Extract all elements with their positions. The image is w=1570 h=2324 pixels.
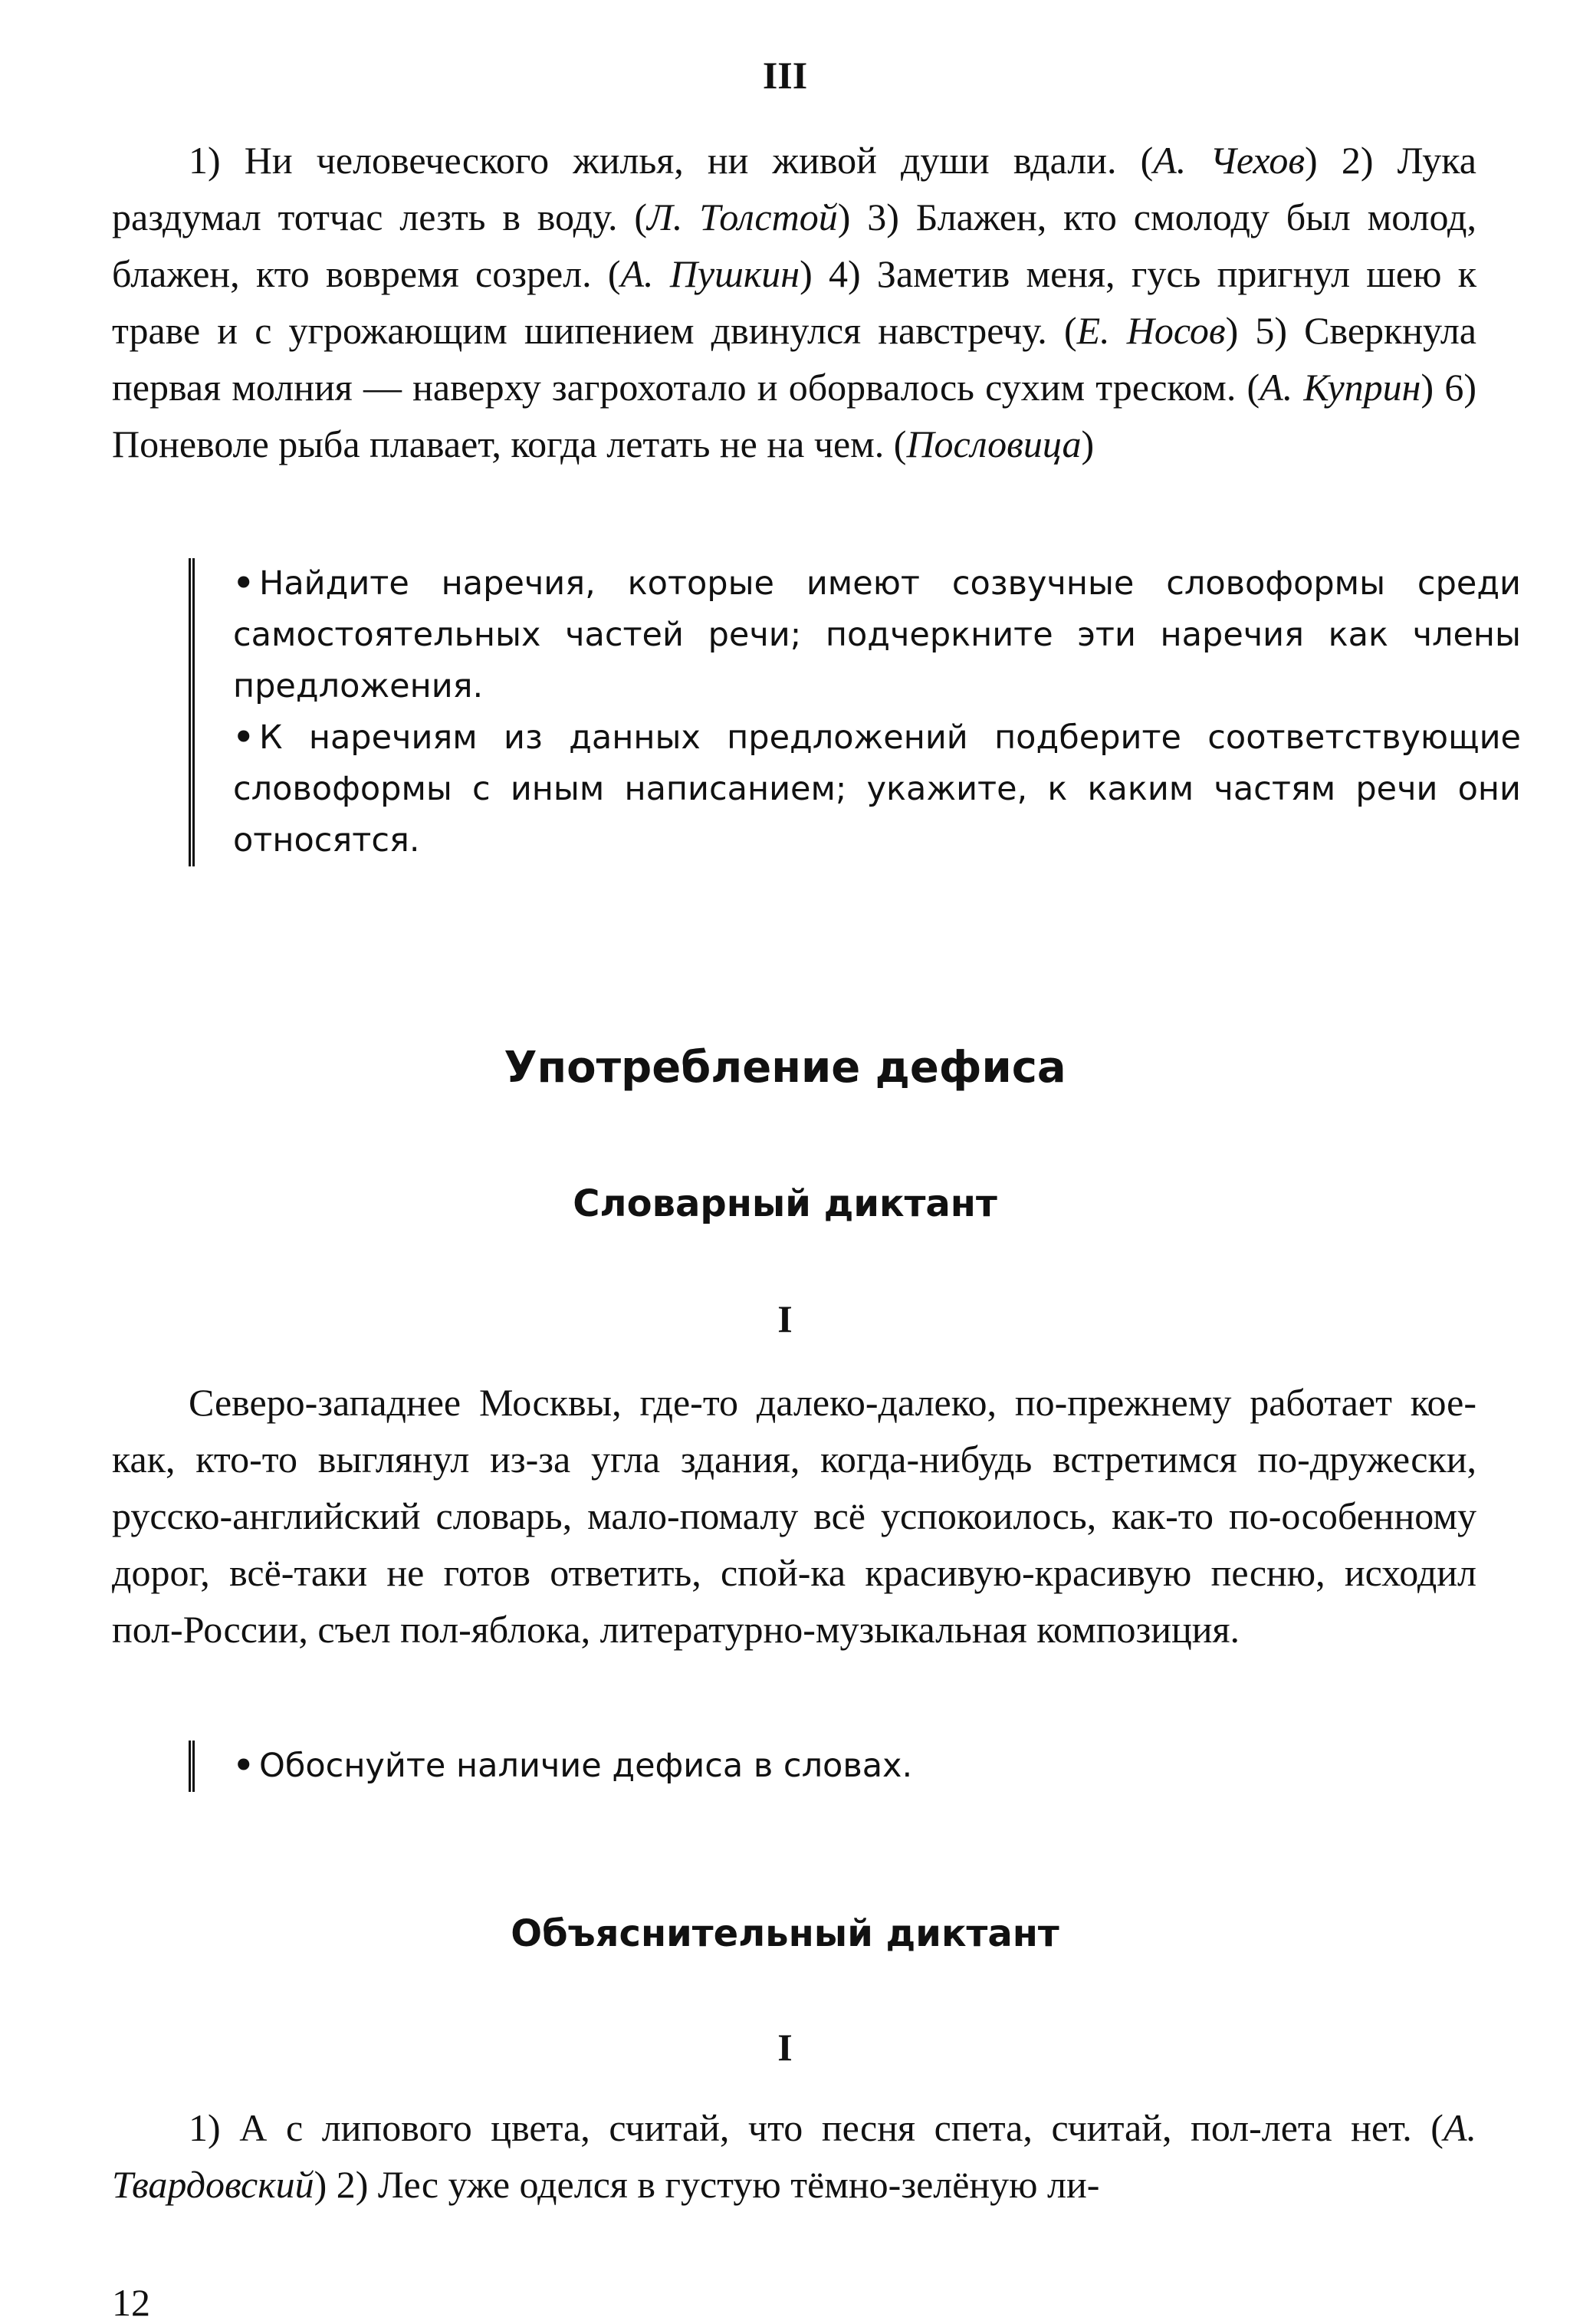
- task-item: • Найдите наречия, которые имеют созвучные словоформы среди самостоятельных частей речи; подчеркните эти наречия как члены предложения.: [233, 558, 1521, 712]
- exercise-text: [112, 132, 1476, 472]
- exercise-number: I: [777, 1297, 793, 1340]
- source-author: А. Пушкин: [620, 252, 800, 295]
- dictation-text: Северо-западнее Москвы, где-то далеко-далеко, по-прежнему работает кое-как, кто-то выглянул из-за угла здания, когда-нибудь встретимся по-дружески, русско-английский словарь, мало-помалу всё успокоилось, как-то по-особенному дорог, всё-таки не готов ответить, спой-ка красивую-красивую песню, исходил пол-России, съел пол-яблока, литературно-музыкальная композиция.: [112, 1381, 1476, 1651]
- source-author: Пословица: [906, 422, 1082, 465]
- text-fragment: ) 4) Заметив меня, гусь пригнул шею к траве и с угрожающим шипением двинулся навстречу. (: [112, 252, 1477, 352]
- source-author: Е. Носов: [1076, 309, 1226, 352]
- subsection-heading: Словарный диктант: [573, 1182, 997, 1225]
- explanatory-text: [112, 2099, 1476, 2213]
- source-author: А. Куприн: [1260, 366, 1421, 409]
- bullet-icon: •: [233, 1747, 255, 1785]
- exercise-text-block: [112, 132, 1476, 472]
- text-fragment: 1) А с липового цвета, считай, что песня спета, считай, пол-лета нет. (: [189, 2106, 1444, 2149]
- source-author: А. Твардовский: [112, 2106, 1476, 2206]
- bullet-icon: •: [233, 718, 255, 757]
- dictation-text-block: [112, 1374, 1476, 1658]
- text-fragment: ) 2) Лес уже оделся в густую тёмно-зелёную ли-: [314, 2163, 1100, 2206]
- task-box: [189, 1741, 1521, 1792]
- task-item: • К наречиям из данных предложений подберите соответствующие словоформы с иным написанием; укажите, к каким частям речи они относятся.: [233, 712, 1521, 866]
- text-fragment: ): [1081, 422, 1095, 465]
- text-fragment: ) 2) Лука раздумал тотчас лезть в воду. (: [112, 139, 1476, 238]
- bullet-icon: •: [233, 564, 255, 603]
- section-heading: Употребление дефиса: [504, 1043, 1066, 1093]
- text-fragment: ) 6) Поневоле рыба плавает, когда летать не на чем. (: [112, 366, 1476, 465]
- task-box: [189, 558, 1521, 866]
- subsection-heading: Объяснительный диктант: [511, 1912, 1059, 1955]
- text-fragment: ) 3) Блажен, кто смолоду был молод, блажен, кто вовремя созрел. (: [112, 196, 1476, 295]
- text-fragment: ) 5) Сверкнула первая молния — наверху загрохотало и оборвалось сухим треском. (: [112, 309, 1477, 409]
- exercise-number: I: [777, 2026, 793, 2069]
- task-item: • Обоснуйте наличие дефиса в словах.: [233, 1741, 1521, 1792]
- source-author: А. Чехов: [1153, 139, 1306, 182]
- text-fragment: 1) Ни человеческого жилья, ни живой души вдали. (: [189, 139, 1154, 182]
- source-author: Л. Толстой: [647, 196, 838, 238]
- explanatory-text-block: [112, 2099, 1476, 2213]
- page-number: 12: [112, 2281, 150, 2324]
- exercise-number: III: [762, 54, 808, 97]
